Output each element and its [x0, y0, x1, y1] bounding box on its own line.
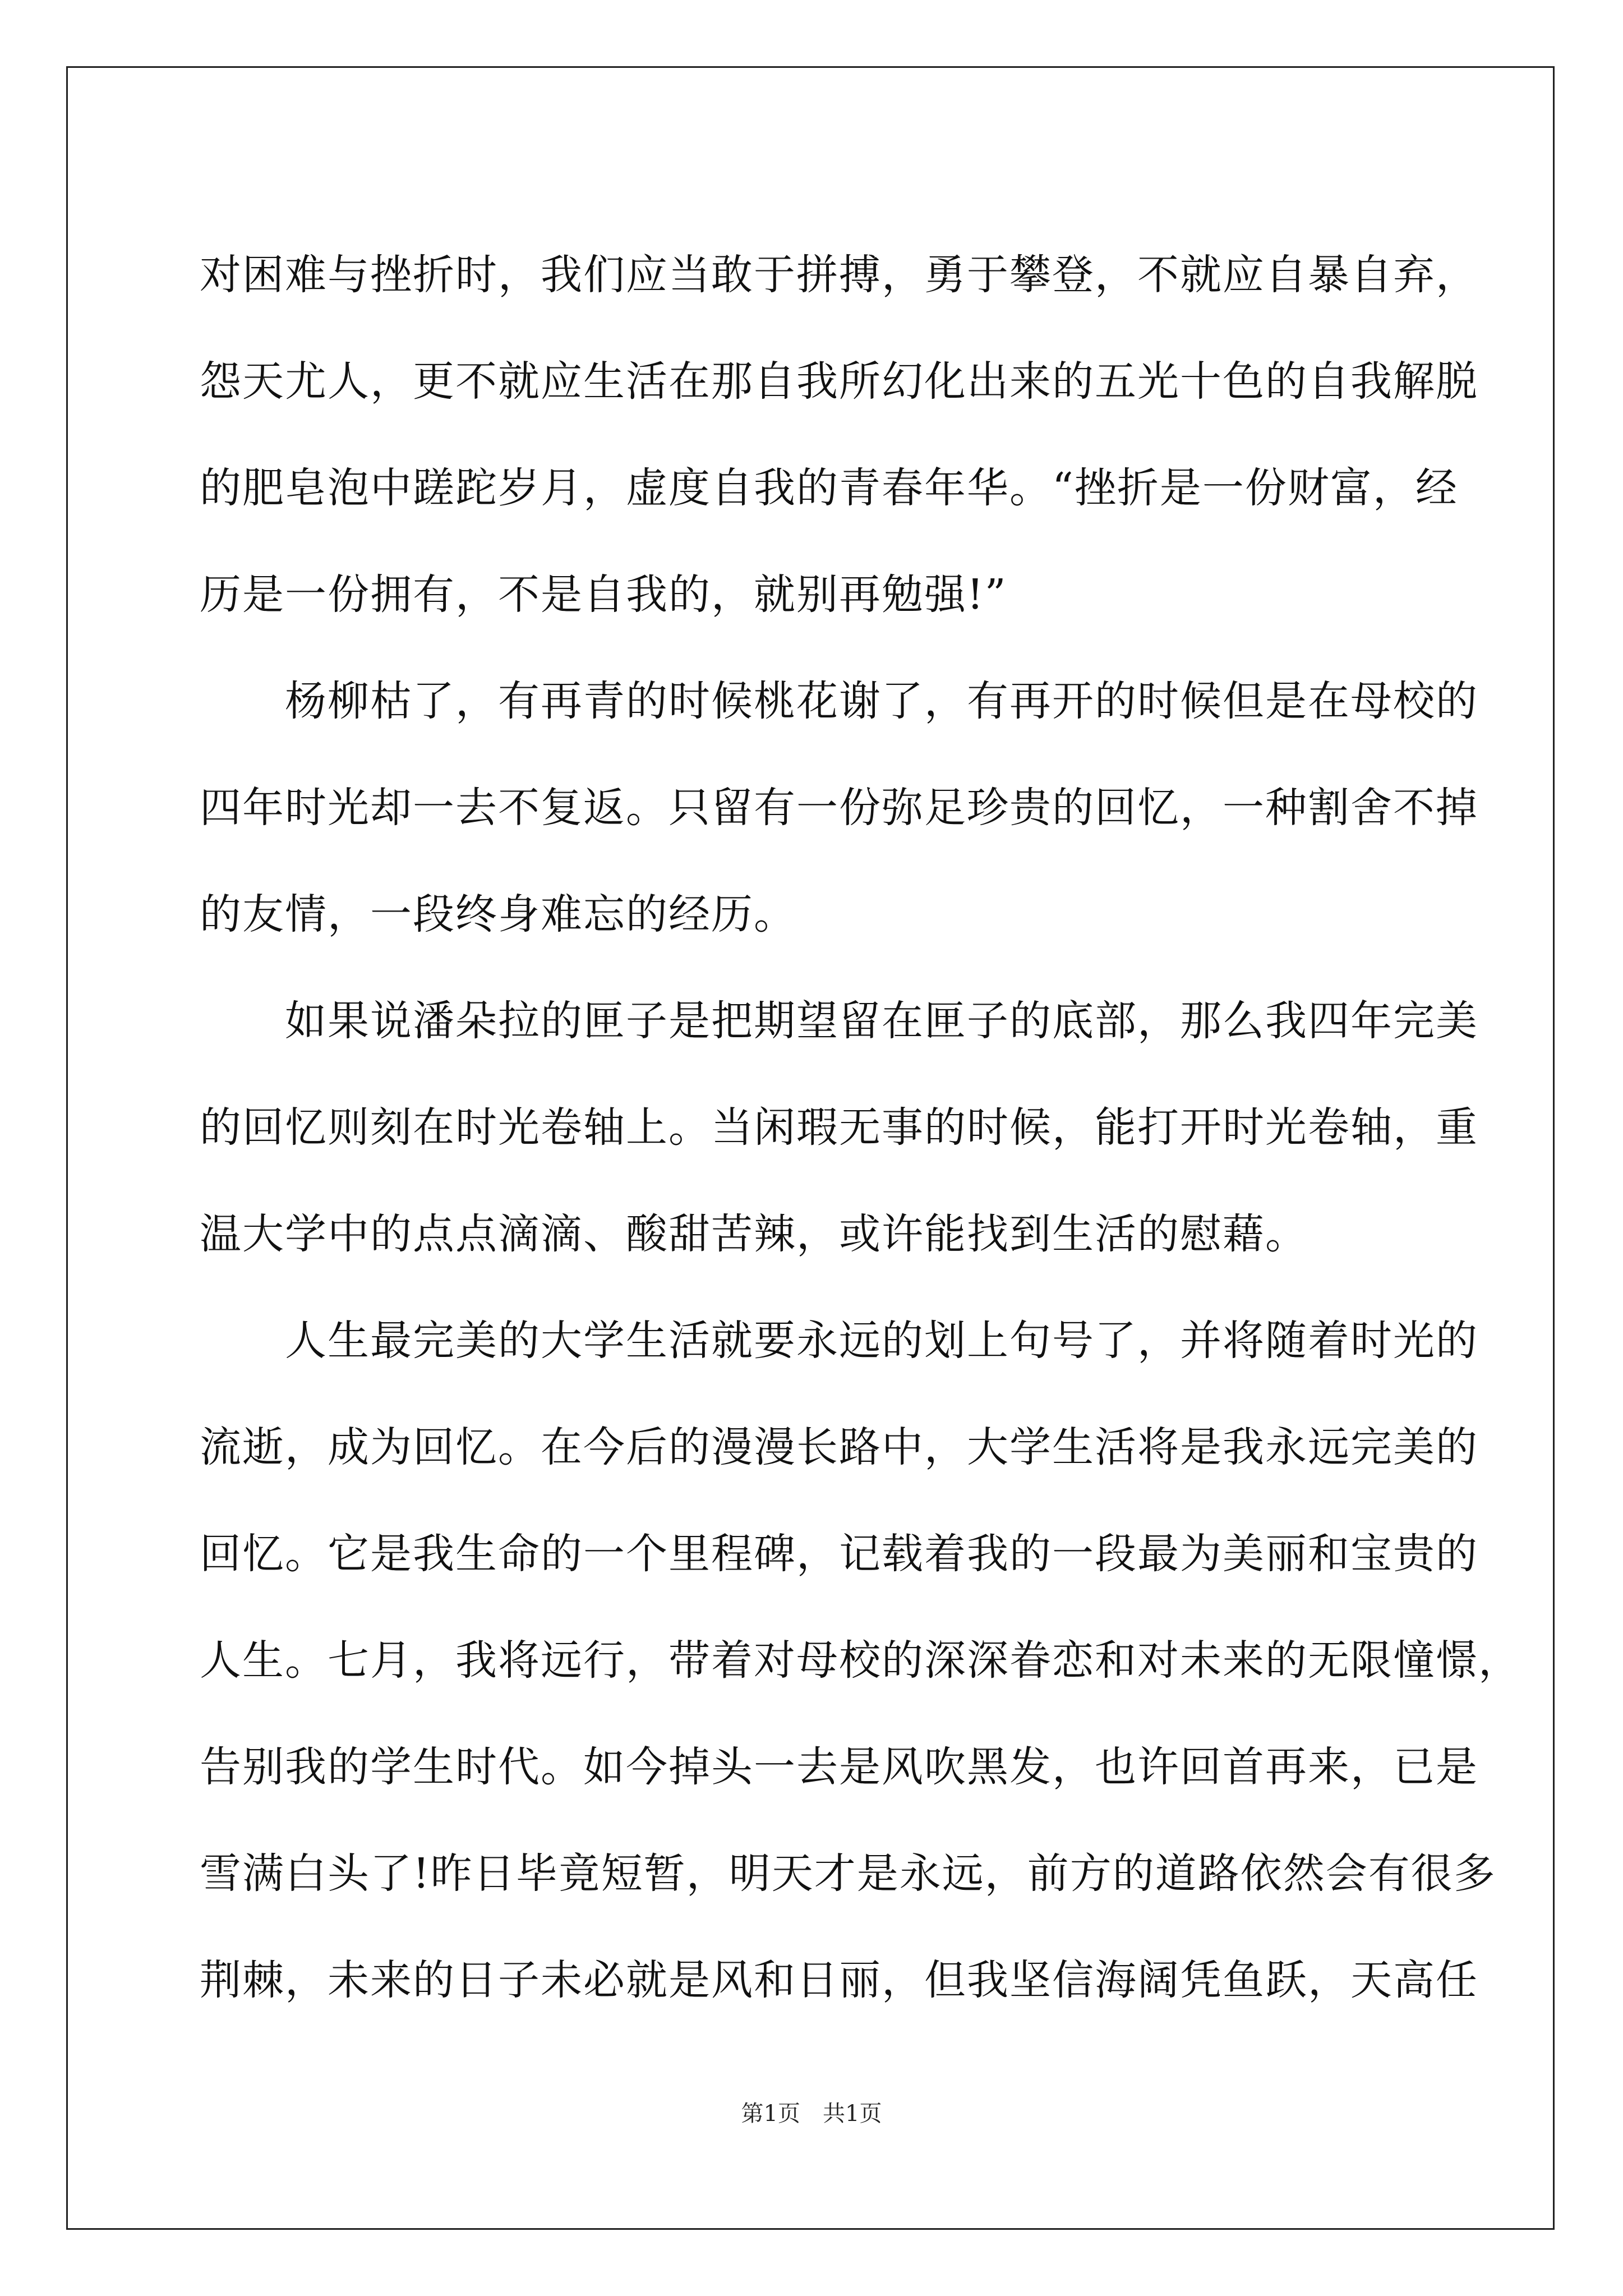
page-number-footer: 第1页 共1页 — [741, 2101, 882, 2127]
text-line: 怨天尤人，更不就应生活在那自我所幻化出来的五光十色的自我解脱 — [200, 357, 1478, 406]
text-line: 杨柳枯了，有再青的时候桃花谢了，有再开的时候但是在母校的 — [200, 677, 1478, 725]
text-line: 人生最完美的大学生活就要永远的划上句号了，并将随着时光的 — [200, 1317, 1478, 1365]
text-line: 的回忆则刻在时光卷轴上。当闲瑕无事的时候，能打开时光卷轴，重 — [200, 1103, 1478, 1152]
text-line: 雪满白头了!昨日毕竟短暂，明天才是永远，前方的道路依然会有很多 — [200, 1849, 1496, 1898]
text-line: 对困难与挫折时，我们应当敢于拼搏，勇于攀登，不就应自暴自弃， — [200, 251, 1478, 299]
text-line: 告别我的学生时代。如今掉头一去是风吹黑发，也许回首再来，已是 — [200, 1743, 1478, 1791]
text-line: 的肥皂泡中蹉跎岁月，虚度自我的青春年华。“挫折是一份财富，经 — [200, 464, 1458, 512]
text-line: 温大学中的点点滴滴、酸甜苦辣，或许能找到生活的慰藉。 — [200, 1210, 1308, 1258]
text-line: 的友情，一段终身难忘的经历。 — [200, 890, 796, 938]
text-line: 四年时光却一去不复返。只留有一份弥足珍贵的回忆，一种割舍不掉 — [200, 784, 1478, 832]
text-line: 如果说潘朵拉的匣子是把期望留在匣子的底部，那么我四年完美 — [200, 997, 1478, 1045]
text-line: 流逝，成为回忆。在今后的漫漫长路中，大学生活将是我永远完美的 — [200, 1423, 1478, 1471]
text-line: 回忆。它是我生命的一个里程碑，记载着我的一段最为美丽和宝贵的 — [200, 1530, 1478, 1578]
text-line: 人生。七月，我将远行，带着对母校的深深眷恋和对未来的无限憧憬， — [200, 1636, 1521, 1685]
document-body — [200, 222, 1521, 2033]
text-line: 荆棘，未来的日子未必就是风和日丽，但我坚信海阔凭鱼跃，天高任 — [200, 1956, 1478, 2004]
text-line: 历是一份拥有，不是自我的，就别再勉强!” — [200, 570, 1007, 619]
